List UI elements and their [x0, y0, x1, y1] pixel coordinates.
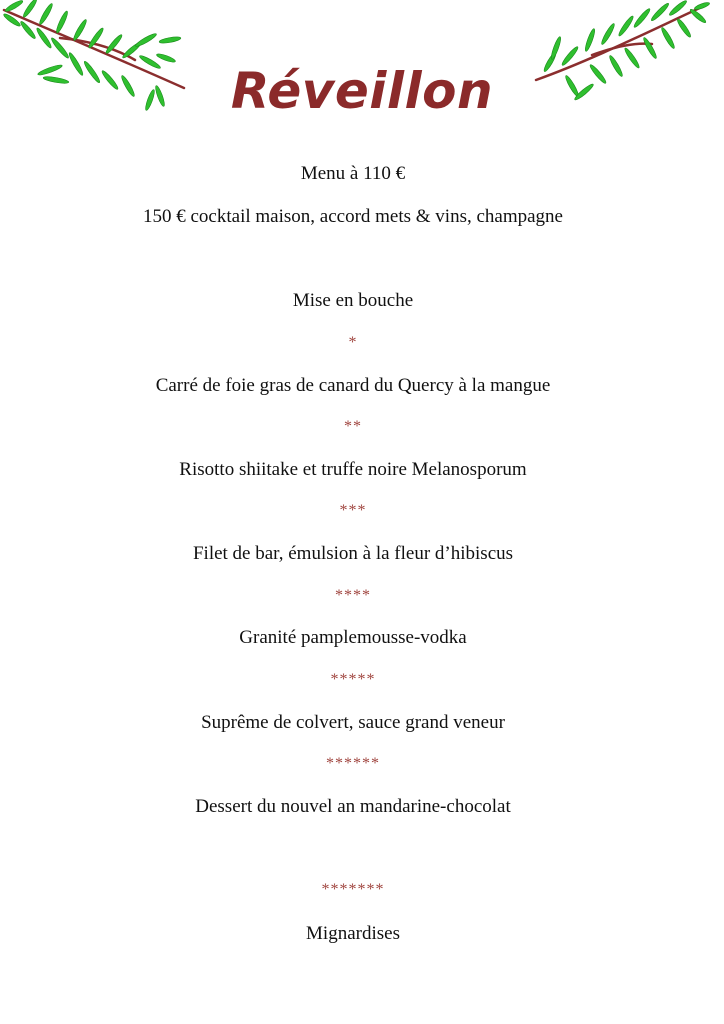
course-item: Mise en bouche — [292, 290, 414, 311]
menu-formula: 150 € cocktail maison, accord mets & vins, champagne — [143, 206, 563, 227]
course-item: Filet de bar, émulsion à la fleur d’hibiscus — [192, 543, 514, 564]
course-separator: ***** — [330, 671, 376, 688]
course-item: Granité pamplemousse-vodka — [239, 627, 467, 648]
menu-price: Menu à 110 € — [300, 163, 406, 184]
course-item: Risotto shiitake et truffe noire Melanosporum — [179, 459, 527, 480]
course-separator: **** — [335, 587, 371, 604]
course-item: Dessert du nouvel an mandarine-chocolat — [195, 796, 511, 817]
course-item: Mignardises — [306, 923, 400, 944]
course-separator: *** — [339, 502, 367, 519]
course-separator: * — [348, 334, 358, 351]
course-separator: ******* — [321, 881, 385, 898]
course-item: Suprême de colvert, sauce grand veneur — [201, 712, 505, 733]
course-separator: ** — [344, 418, 362, 435]
course-item: Carré de foie gras de canard du Quercy à la mangue — [155, 375, 551, 396]
menu-title: Réveillon — [230, 62, 494, 120]
course-separator: ****** — [326, 755, 380, 772]
